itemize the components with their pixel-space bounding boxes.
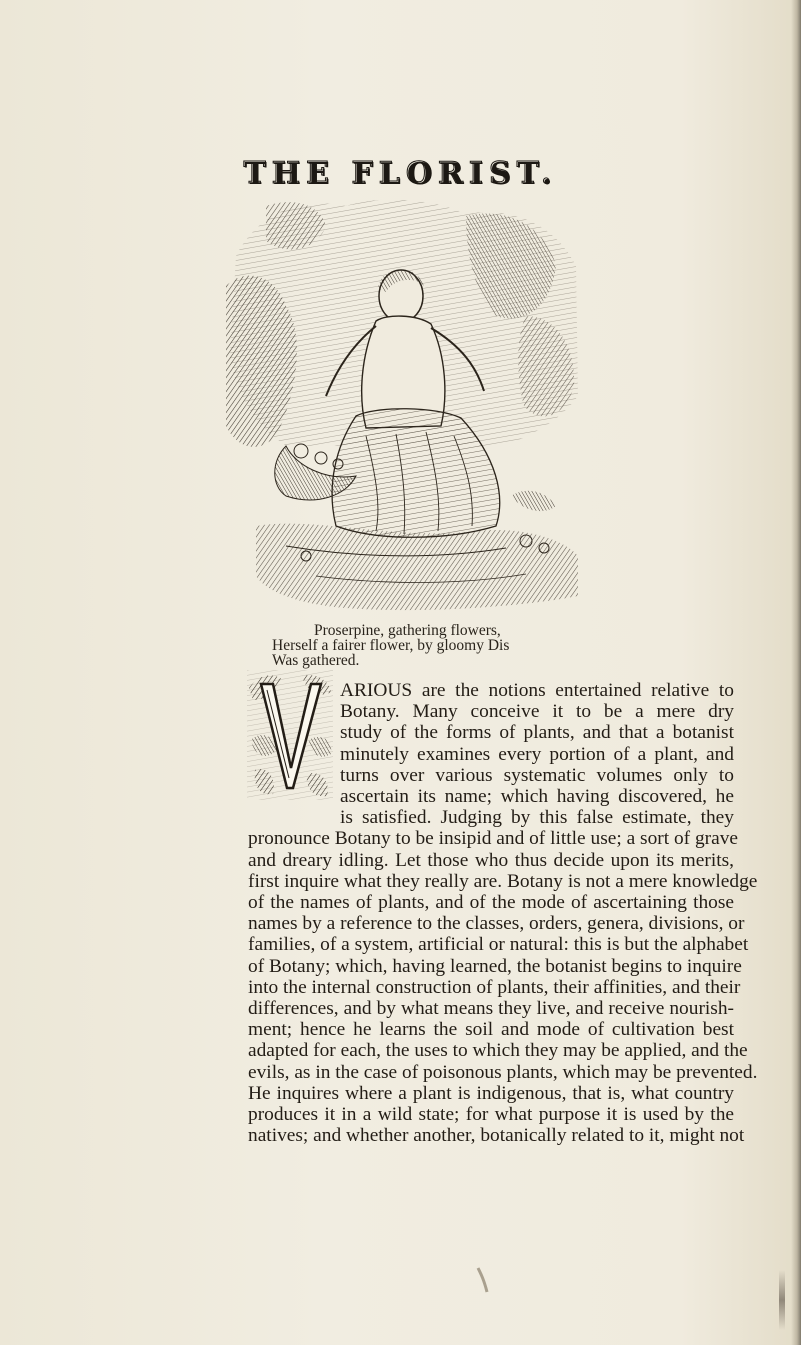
text-line: differences, and by what means they live, and receive nourish- bbox=[248, 998, 734, 1020]
text-line: of the names of plants, and of the mode of ascertaining those bbox=[248, 892, 734, 914]
text-line: and dreary idling. Let those who thus decide upon its merits, bbox=[248, 849, 734, 871]
text-line: families, of a system, artificial or natural: this is but the alphabet bbox=[248, 934, 749, 956]
text-line: minutely examines every portion of a plant, and bbox=[340, 743, 734, 765]
text-line: first inquire what they really are. Botany is not a mere knowledge bbox=[248, 870, 758, 892]
text-line: study of the forms of plants, and that a botanist bbox=[340, 722, 734, 744]
text-line: turns over various systematic volumes only to bbox=[340, 764, 734, 786]
illustration-caption bbox=[272, 623, 672, 668]
caption-line: Proserpine, gathering flowers, bbox=[314, 622, 501, 639]
page-smudge bbox=[779, 1270, 785, 1330]
caption-line: Herself a fairer flower, by gloomy Dis bbox=[272, 637, 510, 654]
text-line: Botany. Many conceive it to be a mere dry bbox=[340, 701, 734, 723]
text-line: produces it in a wild state; for what purpose it is used by the bbox=[248, 1104, 734, 1126]
text-line: is satisfied. Judging by this false estimate, they bbox=[340, 807, 734, 829]
text-line: pronounce Botany to be insipid and of little use; a sort of grave bbox=[248, 828, 739, 850]
text-line: natives; and whether another, botanically related to it, might not bbox=[248, 1125, 745, 1147]
text-line: ARIOUS are the notions entertained relative to bbox=[340, 680, 734, 701]
proserpine-engraving-icon bbox=[226, 196, 582, 616]
text-line: evils, as in the case of poisonous plants, which may be prevented. bbox=[248, 1061, 758, 1083]
ink-mark-icon bbox=[475, 1266, 491, 1294]
caption-line: Was gathered. bbox=[272, 652, 360, 669]
text-line: into the internal construction of plants, their affinities, and their bbox=[248, 976, 741, 998]
text-line: of Botany; which, having learned, the botanist begins to inquire bbox=[248, 955, 742, 977]
text-line: names by a reference to the classes, orders, genera, divisions, or bbox=[248, 913, 745, 935]
article-body bbox=[248, 680, 758, 1147]
page-edge bbox=[791, 0, 801, 1345]
text-line: ment; hence he learns the soil and mode of cultivation best bbox=[248, 1019, 734, 1041]
text-line: adapted for each, the uses to which they may be applied, and the bbox=[248, 1040, 748, 1062]
text-line: ascertain its name; which having discovered, he bbox=[340, 786, 734, 808]
text-line: He inquires where a plant is indigenous, that is, what country bbox=[248, 1082, 734, 1104]
page-title: THE FLORIST. bbox=[243, 156, 558, 191]
